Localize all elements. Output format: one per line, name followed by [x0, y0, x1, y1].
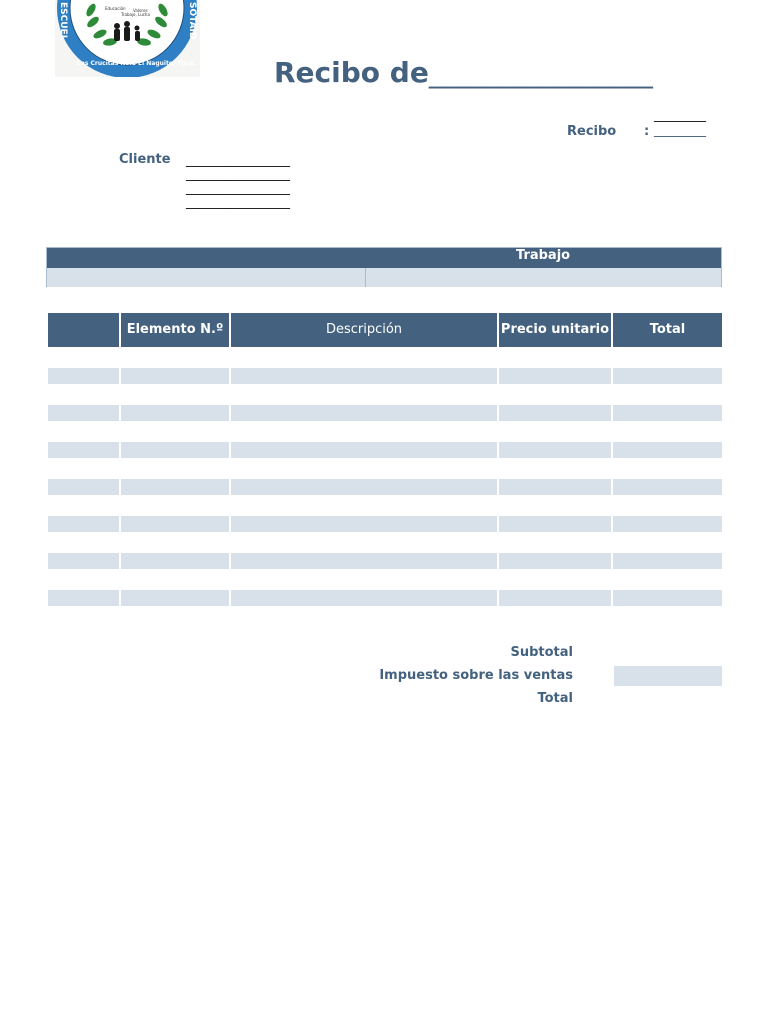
job-cell: [366, 268, 721, 287]
table-cell: [48, 479, 119, 495]
table-cell: [613, 590, 722, 606]
title-text: Recibo de: [274, 56, 429, 89]
table-cell: [121, 516, 229, 532]
table-cell: [48, 553, 119, 569]
table-row: [48, 553, 722, 569]
seal-ring-text-left: ESCUEL: [58, 2, 68, 41]
table-cell: [231, 368, 497, 384]
table-cell: [231, 442, 497, 458]
sales-tax-value-cell: [614, 666, 722, 686]
column-header-item-number: Elemento N.º: [121, 313, 229, 347]
table-row: [48, 442, 722, 458]
column-header-total: Total: [613, 313, 722, 347]
receipt-number-blank: ________: [654, 123, 706, 138]
table-cell: [231, 553, 497, 569]
table-cell: [121, 553, 229, 569]
table-row: [48, 516, 722, 532]
table-cell: [231, 516, 497, 532]
client-line-1: ________________: [186, 153, 290, 168]
seal-banner-bottom: Trabajo, Lucha: [121, 12, 150, 17]
table-cell: [613, 405, 722, 421]
column-header-unit-price: Precio unitario: [499, 313, 611, 347]
items-table-body: [48, 368, 722, 606]
column-header-blank: [48, 313, 119, 347]
table-cell: [613, 516, 722, 532]
items-table: [48, 313, 722, 606]
job-table-header: [47, 248, 721, 268]
table-cell: [499, 516, 611, 532]
table-row: [48, 368, 722, 384]
table-cell: [121, 368, 229, 384]
table-row: [48, 590, 722, 606]
job-cell: [47, 268, 366, 287]
table-cell: [499, 442, 611, 458]
table-cell: [499, 368, 611, 384]
table-cell: [499, 479, 611, 495]
table-cell: [613, 479, 722, 495]
table-cell: [121, 405, 229, 421]
job-table-row: [47, 268, 721, 287]
table-row: [48, 479, 722, 495]
items-table-header: [48, 313, 722, 347]
table-cell: [231, 405, 497, 421]
client-label: Cliente: [119, 152, 171, 167]
table-cell: [121, 442, 229, 458]
job-table: [46, 247, 722, 287]
seal-ring-text-right: SOTAID: [187, 2, 197, 40]
total-label: Total: [537, 691, 573, 706]
receipt-colon: :: [644, 124, 650, 139]
table-cell: [499, 590, 611, 606]
seal-banner-right: Valores: [133, 8, 148, 13]
table-row: [48, 405, 722, 421]
client-line-2: ________________: [186, 167, 290, 182]
client-line-3: ________________: [186, 181, 290, 196]
client-line-4: ________________: [186, 195, 290, 210]
seal-banner-left: Educación: [105, 6, 126, 11]
table-cell: [48, 405, 119, 421]
table-cell: [499, 553, 611, 569]
job-header-label: Trabajo: [516, 248, 571, 263]
table-cell: [121, 590, 229, 606]
table-cell: [613, 553, 722, 569]
subtotal-label: Subtotal: [510, 645, 573, 660]
title-fill-line: ________________: [428, 56, 653, 89]
table-cell: [231, 479, 497, 495]
table-cell: [48, 442, 119, 458]
table-cell: [48, 516, 119, 532]
receipt-date-blank: ________: [654, 108, 706, 123]
table-cell: [121, 479, 229, 495]
table-cell: [231, 590, 497, 606]
seal-ring-text-bottom: Las Crucitas No.1 El Naguito, Tgca.: [77, 60, 196, 67]
receipt-label: Recibo: [567, 124, 617, 139]
school-seal-logo: [55, 0, 200, 77]
column-header-description: Descripción: [231, 313, 497, 347]
table-cell: [499, 405, 611, 421]
sales-tax-label: Impuesto sobre las ventas: [379, 668, 573, 683]
table-cell: [48, 590, 119, 606]
table-cell: [48, 368, 119, 384]
page-title: [274, 56, 653, 89]
table-cell: [613, 368, 722, 384]
table-cell: [613, 442, 722, 458]
